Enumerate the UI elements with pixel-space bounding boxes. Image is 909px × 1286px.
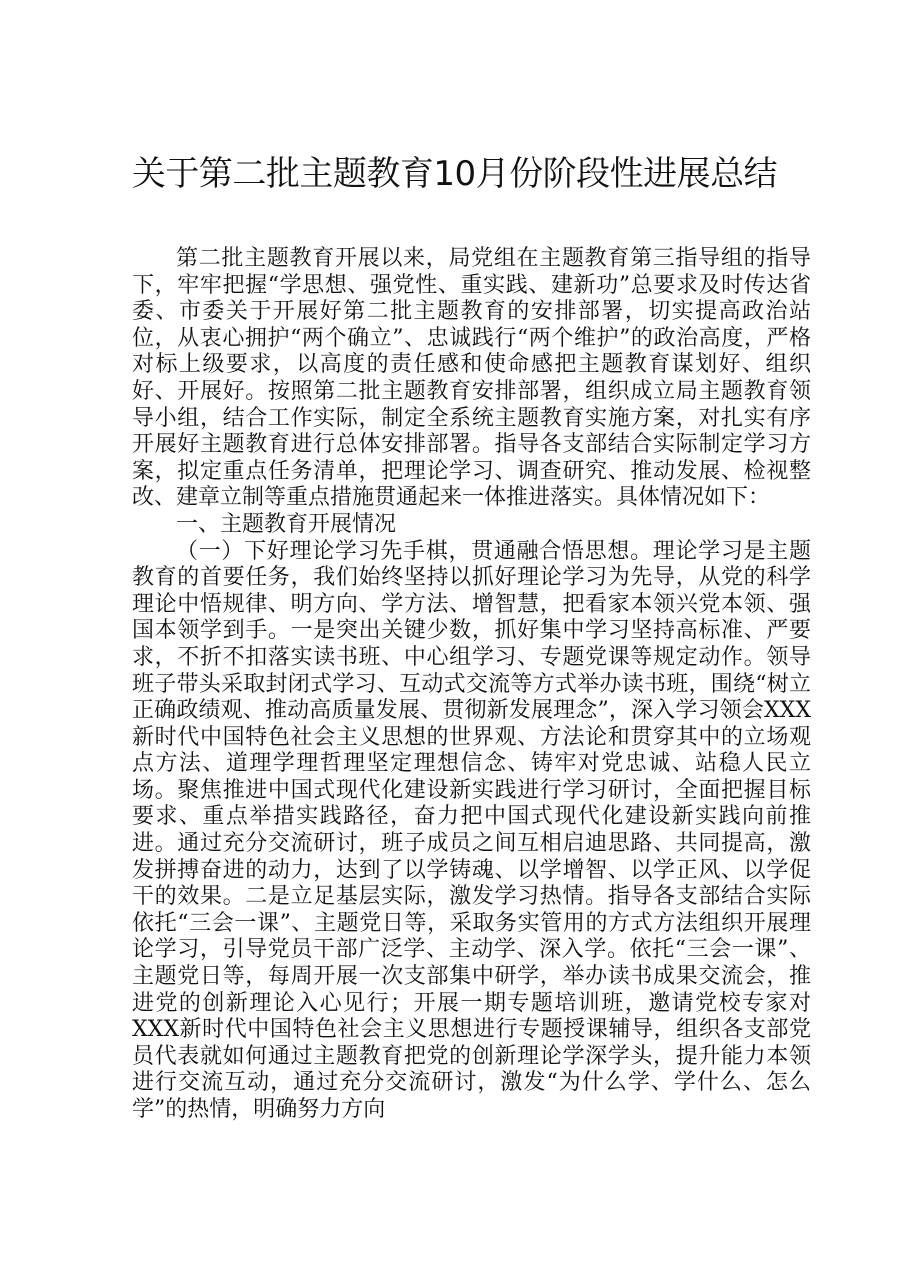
section-heading: 一、主题教育开展情况 xyxy=(176,511,397,537)
document-body xyxy=(132,246,811,1124)
document-title: 关于第二批主题教育10月份阶段性进展总结 xyxy=(131,154,778,194)
section-paragraph: （一）下好理论学习先手棋，贯通融合悟思想。理论学习是主题教育的首要任务，我们始终坚持以抓好理论学习为先导，从党的科学理论中悟规律、明方向、学方法、增智慧，把看家本领兴党本领、强国本领学到手。一是突出关键少数，抓好集中学习坚持高标准、严要求，不折不扣落实读书班、中心组学习、专题党课等规定动作。领导班子带头采取封闭式学习、互动式交流等方式举办读书班，围绕“树立正确政绩观、推动高质量发展、贯彻新发展理念”，深入学习领会XXX新时代中国特色社会主义思想的世界观、方法论和贯穿其中的立场观点方法、道理学理哲理坚定理想信念、铸牢对党忠诚、站稳人民立场。聚焦推进中国式现代化建设新实践进行学习研讨，全面把握目标要求、重点举措实践路径，奋力把中国式现代化建设新实践向前推进。通过充分交流研讨，班子成员之间互相启迪思路、共同提高，激发拼搏奋进的动力，达到了以学铸魂、以学增智、以学正风、以学促干的效果。二是立足基层实际，激发学习热情。指导各支部结合实际依托“三会一课”、主题党日等，采取务实管用的方式方法组织开展理论学习，引导党员干部广泛学、主动学、深入学。依托“三会一课”、主题党日等，每周开展一次支部集中研学，举办读书成果交流会，推进党的创新理论入心见行；开展一期专题培训班，邀请党校专家对XXX新时代中国特色社会主义思想进行专题授课辅导，组织各支部党员代表就如何通过主题教育把党的创新理论学深学头，提升能力本领进行交流互动，通过充分交流研讨，激发“为什么学、学什么、怎么学”的热情，明确努力方向 xyxy=(132,538,811,1122)
intro-paragraph: 第二批主题教育开展以来，局党组在主题教育第三指导组的指导下，牢牢把握“学思想、强党性、重实践、建新功”总要求及时传达省委、市委关于开展好第二批主题教育的安排部署，切实提高政治站位，从衷心拥护“两个确立”、忠诚践行“两个维护”的政治高度，严格对标上级要求，以高度的责任感和使命感把主题教育谋划好、组织好、开展好。按照第二批主题教育安排部署，组织成立局主题教育领导小组，结合工作实际，制定全系统主题教育实施方案，对扎实有序开展好主题教育进行总体安排部署。指导各支部结合实际制定学习方案，拟定重点任务清单，把理论学习、调查研究、推动发展、检视整改、建章立制等重点措施贯通起来一体推进落实。具体情况如下： xyxy=(132,246,811,511)
